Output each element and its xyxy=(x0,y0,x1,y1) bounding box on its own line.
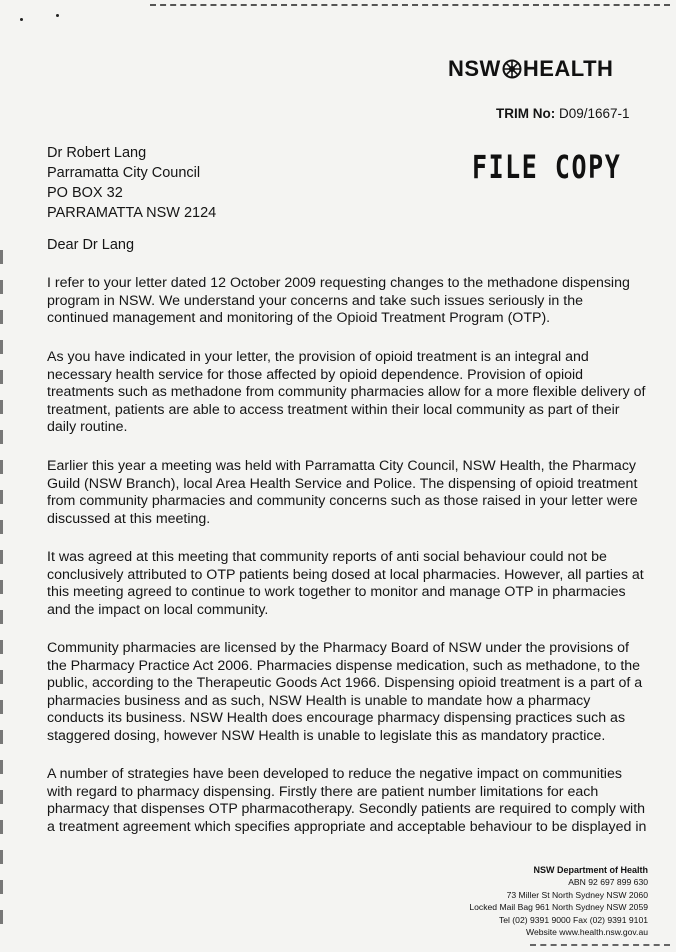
paragraph-text: I refer to your letter dated 12 October 2009 requesting changes to the methadone dispensing program in NSW. We understand your concerns and take such issues seriously in the continued management and monitoring of the Opioid Treatment Program (OTP). xyxy=(47,275,630,326)
recipient-organisation: Parramatta City Council xyxy=(47,165,201,181)
logo-text-health: HEALTH xyxy=(522,56,614,81)
footer-street: 73 Miller St North Sydney NSW 2060 xyxy=(506,889,648,900)
left-scan-marks xyxy=(0,250,3,940)
recipient-name: Dr Robert Lang xyxy=(47,145,147,161)
paragraph xyxy=(47,349,647,437)
paragraph-text: Earlier this year a meeting was held with Parramatta City Council, NSW Health, the Pharmacy Guild (NSW Branch), local Area Health Service and Police. The dispensing of opioid treatment from community pharmacies and community concerns such as those raised in your letter were discussed at this meeting. xyxy=(47,458,638,527)
salutation: Dear Dr Lang xyxy=(47,237,135,253)
recipient-city: PARRAMATTA NSW 2124 xyxy=(47,205,217,221)
paragraph xyxy=(47,766,647,836)
paragraph-text: As you have indicated in your letter, the provision of opioid treatment is an integral and necessary health service for those affected by opioid dependence. Provision of opioid treatments such as methadone from community pharmacies allow for a more flexible delivery of treatment, patients are able to access treatment within their local community as part of their daily routine. xyxy=(47,349,646,435)
paragraph-text: It was agreed at this meeting that community reports of anti social behaviour could not be conclusively attributed to OTP patients being dosed at local pharmacies. However, all parties at this meeting agreed to continue to work together to monitor and manage OTP in pharmacies and the impact on local community. xyxy=(47,549,644,618)
paragraph xyxy=(47,640,647,745)
footer-phone: Tel (02) 9391 9000 Fax (02) 9391 9101 xyxy=(498,914,648,925)
footer-mail: Locked Mail Bag 961 North Sydney NSW 2059 xyxy=(469,902,648,913)
paragraph-text: Community pharmacies are licensed by the Pharmacy Board of NSW under the provisions of the Pharmacy Practice Act 2006. Pharmacies dispense medication, such as methadone, to the public, according to the Therapeutic Goods Act 1966. Dispensing opioid treatment is a part of a pharmacies business and as such, NSW Health is unable to mandate how a pharmacy conducts its business. NSW Health does encourage pharmacy dispensing practices such as staggered dosing, however NSW Health is unable to legislate this as mandatory practice. xyxy=(47,640,643,744)
trim-label: TRIM No: xyxy=(496,106,556,121)
bottom-scan-edge xyxy=(530,944,670,946)
recipient-po-box: PO BOX 32 xyxy=(47,185,123,201)
footer-org: NSW Department of Health xyxy=(533,865,648,875)
recipient-address xyxy=(47,143,216,223)
scan-speck xyxy=(20,18,23,21)
department-footer xyxy=(469,864,648,938)
paragraph xyxy=(47,275,647,328)
trim-number: D09/1667-1 xyxy=(559,106,630,121)
paragraph-text: A number of strategies have been developed to reduce the negative impact on communities with regard to pharmacy dispensing. Firstly there are patient number limitations for each pharmacy that dispenses OTP pharmacotherapy. Secondly patients are required to comply with a treatment agreement which specifies appropriate and acceptable behaviour to be displayed in xyxy=(47,766,647,835)
paragraph xyxy=(47,458,647,528)
footer-website: Website www.health.nsw.gov.au xyxy=(526,927,648,938)
top-scan-edge xyxy=(150,4,670,6)
scan-speck xyxy=(56,14,59,17)
trim-reference xyxy=(496,106,630,121)
paragraph xyxy=(47,549,647,619)
waratah-icon xyxy=(502,59,522,79)
logo-text-nsw: NSW xyxy=(448,56,501,81)
file-copy-stamp: FILE COPY xyxy=(472,148,622,186)
footer-abn: ABN 92 697 899 630 xyxy=(568,877,648,888)
nsw-health-logo xyxy=(448,56,613,82)
